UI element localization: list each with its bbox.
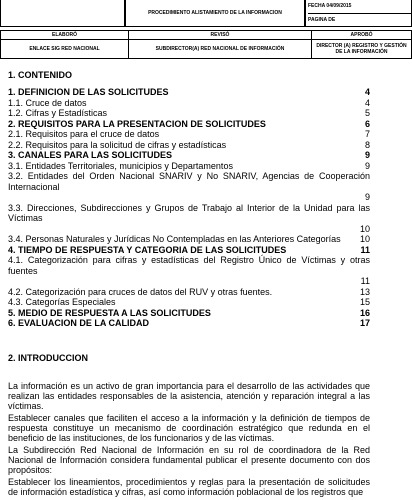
value-reviso: SUBDIRECTOR(A) RED NACIONAL DE INFORMACIÓN xyxy=(129,40,312,59)
label-aprobo: APROBÓ xyxy=(312,31,412,40)
toc-entry-page: 9 xyxy=(364,160,370,171)
toc-entry xyxy=(8,234,370,245)
section-title-contenido: 1. CONTENIDO xyxy=(8,70,73,80)
toc-entry-page: 11 xyxy=(360,244,370,255)
toc-entry xyxy=(8,150,370,161)
toc-entry xyxy=(8,108,370,119)
section-title-introduccion: 2. INTRODUCCION xyxy=(8,353,89,363)
toc-entry-title: 4.2. Categorización para cruces de datos del RUV y otras fuentes. xyxy=(8,286,273,297)
toc-entry-page: 4 xyxy=(364,97,370,108)
toc-entry-title: 4.1. Categorización para cifras y estadísticas del Registro Único de Víctimas y otras fuentes xyxy=(8,255,370,276)
toc-entry-page: 17 xyxy=(359,318,370,328)
toc-entry-title: 2.1. Requisitos para el cruce de datos xyxy=(8,129,160,139)
toc-entry-page: 6 xyxy=(364,118,370,129)
toc-entry xyxy=(8,297,370,308)
toc-entry-title: 3.2. Entidades del Orden Nacional SNARIV y No SNARIV, Agencias de Cooperación Internacional xyxy=(8,171,370,192)
toc-entry-page: 15 xyxy=(359,297,370,307)
header-date: FECHA 04/09/2015 xyxy=(308,3,352,9)
toc-entry-title: 1.2. Cifras y Estadísticas xyxy=(8,108,108,118)
toc-entry xyxy=(8,308,370,319)
document-header xyxy=(0,0,412,27)
toc-entry xyxy=(8,255,370,287)
toc-entry-title: 3.3. Direcciones, Subdirecciones y Grupos de Trabajo al Interior de la Unidad para las Víctimas xyxy=(8,202,370,223)
toc-entry-title: 2.2. Requisitos para la solicitud de cifras y estadísticas xyxy=(8,139,227,150)
table-of-contents xyxy=(8,87,370,329)
toc-entry-page: 11 xyxy=(360,276,370,286)
toc-entry-title: 5. MEDIO DE RESPUESTA A LAS SOLICITUDES xyxy=(8,307,211,318)
toc-entry xyxy=(8,140,370,151)
toc-entry-title: 2. REQUISITOS PARA LA PRESENTACION DE SOLICITUDES xyxy=(8,118,266,129)
toc-entry-title: 3.1. Entidades Territoriales, municipios y Departamentos xyxy=(8,160,233,171)
signature-table xyxy=(0,30,412,59)
intro-paragraphs xyxy=(8,381,370,497)
toc-entry-page: 10 xyxy=(359,223,370,234)
label-elaboro: ELABORÓ xyxy=(1,31,129,40)
toc-entry xyxy=(8,318,370,329)
header-logo-cell xyxy=(0,0,125,27)
toc-entry-page: 16 xyxy=(359,307,370,318)
toc-entry-page: 13 xyxy=(359,286,370,297)
value-elaboro: ENLACE SIG RED NACIONAL xyxy=(1,40,129,59)
intro-paragraph: Establecer los lineamientos, procedimientos y reglas para la presentación de solicitudes de información estadística y cifras, así como información poblacional de los registros que xyxy=(8,477,370,497)
toc-entry-title: 3.4. Personas Naturales y Jurídicas No Contempladas en las Anteriores Categorías xyxy=(8,234,341,244)
intro-paragraph: La Subdirección Red Nacional de Información en su rol de coordinadora de la Red Nacional de Información considera fundamental publicar el presente documento con dos propósitos: xyxy=(8,445,370,475)
toc-entry xyxy=(8,87,370,98)
toc-entry xyxy=(8,245,370,256)
toc-entry-page: 9 xyxy=(364,192,370,202)
toc-entry xyxy=(8,171,370,203)
value-aprobo: DIRECTOR (A) REGISTRO Y GESTIÓN DE LA INFORMACIÓN xyxy=(312,40,412,59)
toc-entry-title: 4. TIEMPO DE RESPUESTA Y CATEGORIA DE LAS SOLICITUDES xyxy=(8,244,287,255)
intro-paragraph: Establecer canales que faciliten el acceso a la información y la definición de tiempos de respuesta constituye un mecanismo de coordinación estratégico que redunda en el beneficio de las instituciones, de los funcionarios y de las víctimas. xyxy=(8,413,370,443)
toc-entry-title: 1. DEFINICION DE LAS SOLICITUDES xyxy=(8,87,169,97)
toc-entry-title: 1.1. Cruce de datos xyxy=(8,97,87,108)
toc-entry-page: 5 xyxy=(364,108,370,118)
toc-entry-page: 7 xyxy=(364,129,370,139)
toc-entry-page: 4 xyxy=(364,87,370,97)
toc-entry-title: 6. EVALUACION DE LA CALIDAD xyxy=(8,318,150,328)
header-page: PAGINA DE xyxy=(308,13,411,27)
toc-entry xyxy=(8,161,370,172)
toc-entry xyxy=(8,287,370,298)
header-meta xyxy=(305,0,412,27)
toc-entry xyxy=(8,203,370,235)
toc-entry-page: 8 xyxy=(364,139,370,150)
procedure-title: PROCEDIMIENTO ALISTAMIENTO DE LA INFORMACION xyxy=(125,0,305,27)
intro-paragraph: La información es un activo de gran importancia para el desarrollo de las actividades que realizan las entidades responsables de la asistencia, atención y reparación integral a las víctimas. xyxy=(8,381,370,411)
toc-entry-title: 4.3. Categorías Especiales xyxy=(8,297,116,307)
toc-entry-title: 3. CANALES PARA LAS SOLICITUDES xyxy=(8,150,173,160)
toc-entry-page: 9 xyxy=(364,150,370,160)
toc-entry xyxy=(8,98,370,109)
label-reviso: REVISÓ xyxy=(129,31,312,40)
toc-entry-page: 10 xyxy=(359,234,370,244)
toc-entry xyxy=(8,129,370,140)
toc-entry xyxy=(8,119,370,130)
